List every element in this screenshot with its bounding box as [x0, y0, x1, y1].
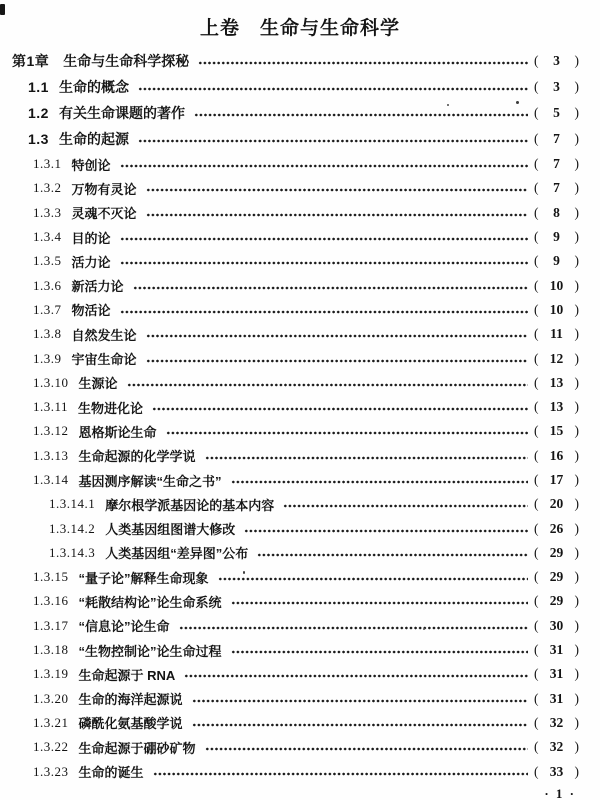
toc-entry-page	[534, 326, 579, 342]
dot-leader-icon	[166, 431, 528, 435]
dot-leader-icon	[146, 213, 528, 217]
dot-leader-icon	[138, 87, 528, 91]
close-paren: )	[574, 53, 579, 68]
toc-entry-title: “信息论”论生命	[78, 619, 170, 635]
page-number: 31	[549, 666, 564, 682]
dot-leader-icon	[198, 61, 528, 65]
dot-leader-icon	[153, 772, 528, 776]
toc-entry-number: 1.3.14.1	[49, 496, 96, 512]
toc-entry-page	[534, 423, 579, 439]
close-paren: )	[574, 79, 579, 94]
toc-entry-title: “量子论”解释生命现象	[78, 570, 209, 586]
dot-leader-icon	[231, 650, 528, 654]
toc-entry-number: 1.3.2	[33, 180, 62, 196]
close-paren: )	[574, 253, 579, 269]
toc-entry-title: 活力论	[71, 254, 111, 270]
toc-entry-page	[534, 131, 579, 147]
page-number: 20	[549, 496, 564, 512]
page-number: 30	[549, 617, 564, 633]
toc-entry-title: 生命的海洋起源说	[78, 692, 183, 708]
page-number: 33	[549, 763, 564, 779]
toc-entry-number: 1.3.22	[33, 739, 69, 755]
page-number: 31	[549, 690, 564, 706]
toc-entry-number: 1.3.17	[33, 617, 69, 633]
dot-leader-icon	[205, 456, 528, 460]
open-paren: (	[534, 544, 539, 560]
close-paren: )	[574, 666, 579, 682]
open-paren: (	[534, 496, 539, 512]
toc-entry	[12, 298, 579, 322]
open-paren: (	[534, 763, 539, 779]
toc-entry-title: 灵魂不灭论	[71, 206, 137, 222]
close-paren: )	[574, 374, 579, 390]
dot-leader-icon	[133, 286, 528, 290]
page-number: 31	[549, 642, 564, 658]
close-paren: )	[574, 180, 579, 196]
page-number: 10	[549, 277, 564, 293]
dot-leader-icon	[184, 674, 528, 678]
toc-entry-number: 1.3.16	[33, 593, 69, 609]
toc-entry	[12, 759, 579, 783]
toc-entry-title: 特创论	[71, 157, 111, 173]
toc-entry-page	[534, 691, 579, 707]
toc-entry-number: 1.3.10	[33, 374, 69, 390]
toc-entry-title: 自然发生论	[71, 327, 137, 343]
toc-entry-page	[534, 593, 579, 609]
toc-entry-page	[534, 302, 579, 318]
toc-entry	[12, 201, 579, 225]
open-paren: (	[534, 253, 539, 269]
toc-entry	[12, 419, 579, 443]
open-paren: (	[534, 714, 539, 730]
open-paren: (	[534, 131, 539, 146]
toc-entry-title: 摩尔根学派基因论的基本内容	[105, 497, 275, 513]
toc-entry-page	[534, 569, 579, 585]
toc-entry-title: 宇宙生命论	[71, 352, 137, 368]
open-paren: (	[534, 666, 539, 682]
open-paren: (	[534, 617, 539, 633]
toc-entry-page	[534, 399, 579, 415]
toc-entry-title: 磷酰化氨基酸学说	[78, 716, 183, 732]
toc-entry-page	[534, 545, 579, 561]
toc-entry-number: 1.3.14	[33, 472, 69, 487]
toc-entry-title: 生命的起源	[58, 131, 129, 147]
page-number: 29	[549, 569, 564, 585]
toc-entry-number: 1.3.14.2	[49, 520, 96, 536]
open-paren: (	[534, 156, 539, 172]
scan-artifact	[0, 4, 5, 15]
toc-entry	[12, 273, 579, 297]
close-paren: )	[574, 496, 579, 512]
page-number: 29	[549, 544, 564, 560]
open-paren: (	[534, 569, 539, 585]
toc-entry-page	[534, 715, 579, 731]
toc-entry-number: 1.3.19	[33, 666, 69, 682]
page-number: 9	[553, 253, 560, 269]
close-paren: )	[574, 642, 579, 658]
toc-entry	[12, 711, 579, 735]
toc-entry-number: 1.3.8	[33, 326, 62, 342]
toc-entry-page	[534, 205, 579, 221]
dot-leader-icon	[127, 383, 528, 387]
toc-entry	[12, 735, 579, 759]
page-number: 16	[549, 447, 564, 463]
toc-entry-number: 1.3.11	[33, 399, 69, 415]
page-number: 3	[553, 53, 560, 68]
toc-entry-page	[534, 472, 579, 488]
close-paren: )	[574, 617, 579, 633]
toc-entry-title: 有关生命课题的著作	[58, 105, 185, 121]
dot-leader-icon	[192, 699, 528, 703]
toc-entry	[12, 492, 579, 516]
open-paren: (	[534, 690, 539, 706]
toc-entry-page	[534, 666, 579, 682]
scan-artifact	[516, 101, 519, 104]
open-paren: (	[534, 593, 539, 609]
open-paren: (	[534, 326, 539, 342]
page-number: 13	[549, 374, 564, 390]
toc-entry-number: 1.3.18	[33, 642, 69, 658]
toc-entry	[12, 565, 579, 589]
toc-entry-title: 生命起源于硼砂矿物	[78, 740, 196, 756]
toc-entry-number: 1.3	[28, 131, 49, 147]
footer-page-number: · 1 ·	[544, 786, 576, 800]
dot-leader-icon	[120, 261, 528, 265]
toc-entry	[12, 687, 579, 711]
toc-entry-number: 1.3.23	[33, 763, 69, 779]
close-paren: )	[574, 569, 579, 585]
toc-entry-number: 1.3.13	[33, 447, 69, 463]
open-paren: (	[534, 447, 539, 463]
toc-entry-number: 1.3.5	[33, 253, 62, 269]
dot-leader-icon	[120, 164, 528, 168]
scan-artifact	[447, 104, 449, 106]
toc-entry-page	[534, 229, 579, 245]
toc-entry	[12, 249, 579, 273]
toc-entry-page	[534, 618, 579, 634]
close-paren: )	[574, 593, 579, 609]
close-paren: )	[574, 739, 579, 755]
page-number: 32	[549, 714, 564, 730]
dot-leader-icon	[194, 113, 528, 117]
toc-entry-number: 1.3.21	[33, 714, 69, 730]
toc-entry-page	[534, 105, 579, 121]
open-paren: (	[534, 79, 539, 94]
open-paren: (	[534, 350, 539, 366]
toc-entry	[12, 444, 579, 468]
toc-entry-title: “耗散结构论”论生命系统	[78, 594, 222, 610]
page-number: 13	[549, 399, 564, 415]
toc-entry-title: 物活论	[71, 303, 111, 319]
open-paren: (	[534, 472, 539, 487]
toc-entry-page	[534, 156, 579, 172]
toc-entry-title: 生源论	[78, 376, 118, 392]
toc-entry-number: 1.2	[28, 105, 49, 121]
toc-entry-title: 人类基因组图谱大修改	[105, 522, 236, 538]
dot-leader-icon	[146, 359, 528, 363]
close-paren: )	[574, 472, 579, 487]
toc-entry	[12, 48, 579, 74]
close-paren: )	[574, 326, 579, 342]
close-paren: )	[574, 520, 579, 536]
toc-entry-title: 生命起源的化学学说	[78, 449, 196, 465]
open-paren: (	[534, 301, 539, 317]
page-number: 7	[553, 131, 560, 146]
dot-leader-icon	[152, 407, 528, 411]
toc-entry-page	[534, 375, 579, 391]
dot-leader-icon	[244, 529, 528, 533]
close-paren: )	[574, 690, 579, 706]
close-paren: )	[574, 544, 579, 560]
page-number: 15	[549, 423, 564, 439]
toc-entry-title: 恩格斯论生命	[78, 424, 157, 440]
toc-entry-number: 1.3.9	[33, 350, 62, 366]
open-paren: (	[534, 642, 539, 658]
open-paren: (	[534, 423, 539, 439]
toc-entry-title: 目的论	[71, 230, 111, 246]
close-paren: )	[574, 301, 579, 317]
toc-entry	[12, 589, 579, 613]
dot-leader-icon	[146, 188, 528, 192]
toc-entry	[12, 322, 579, 346]
page-number: 11	[550, 326, 563, 342]
page-number: 7	[553, 180, 560, 196]
toc-entry-number: 1.3.15	[33, 569, 69, 585]
toc-entry	[12, 662, 579, 686]
toc-entry-page	[534, 53, 579, 69]
page-number: 9	[553, 229, 560, 245]
open-paren: (	[534, 739, 539, 755]
scan-artifact	[243, 571, 245, 574]
dot-leader-icon	[218, 577, 528, 581]
toc-entry	[12, 346, 579, 370]
open-paren: (	[534, 277, 539, 293]
dot-leader-icon	[138, 139, 528, 143]
toc-entry	[12, 176, 579, 200]
dot-leader-icon	[120, 237, 528, 241]
close-paren: )	[574, 277, 579, 293]
toc-entry	[12, 468, 579, 492]
toc-entry-title: “生物控制论”论生命过程	[78, 643, 222, 659]
toc-entry-title: 新活力论	[71, 279, 124, 295]
toc-entry	[12, 614, 579, 638]
dot-leader-icon	[283, 504, 528, 508]
open-paren: (	[534, 229, 539, 245]
close-paren: )	[574, 204, 579, 220]
toc-entry-title: 万物有灵论	[71, 181, 137, 197]
close-paren: )	[574, 229, 579, 245]
page-number: 17	[549, 472, 564, 487]
toc-entry-page	[534, 764, 579, 780]
toc-entry-page	[534, 253, 579, 269]
toc-entry-page	[534, 521, 579, 537]
toc-entry-page	[534, 642, 579, 658]
toc-entry	[12, 100, 579, 126]
toc-entry-number: 第1章	[12, 53, 50, 69]
open-paren: (	[534, 399, 539, 415]
toc-entry-number: 1.3.12	[33, 423, 69, 439]
toc-entry-number: 1.1	[28, 79, 49, 95]
dot-leader-icon	[205, 747, 528, 751]
dot-leader-icon	[179, 626, 528, 630]
toc-entry-number: 1.3.6	[33, 277, 62, 293]
page-number: 7	[553, 156, 560, 172]
toc-entry	[12, 371, 579, 395]
toc-entry-title: 基因测序解读“生命之书”	[78, 473, 222, 489]
page-number: 32	[549, 739, 564, 755]
toc-entry	[12, 126, 579, 152]
toc-entry-title: 人类基因组“差异图”公布	[105, 546, 249, 562]
toc-entry-page	[534, 351, 579, 367]
open-paren: (	[534, 105, 539, 120]
toc-entry-title: 生命的概念	[58, 79, 129, 95]
toc-entry	[12, 516, 579, 540]
toc-entry	[12, 152, 579, 176]
toc-entry-title: 生命与生命科学探秘	[63, 53, 190, 69]
toc-entry-title: 生命起源于 RNA	[78, 667, 176, 683]
toc-entry	[12, 225, 579, 249]
toc-entry-number: 1.3.3	[33, 204, 62, 220]
toc-entry-number: 1.3.7	[33, 301, 62, 317]
page-number: 29	[549, 593, 564, 609]
toc-entry	[12, 541, 579, 565]
page-number: 8	[553, 204, 560, 220]
close-paren: )	[574, 447, 579, 463]
close-paren: )	[574, 350, 579, 366]
page-number: 5	[553, 105, 560, 120]
toc-entry-page	[534, 79, 579, 95]
open-paren: (	[534, 374, 539, 390]
dot-leader-icon	[231, 601, 528, 605]
page-number: 10	[549, 301, 564, 317]
toc-entry-number: 1.3.14.3	[49, 544, 96, 560]
close-paren: )	[574, 399, 579, 415]
dot-leader-icon	[146, 334, 528, 338]
toc-entry-title: 生物进化论	[78, 400, 144, 416]
close-paren: )	[574, 156, 579, 172]
open-paren: (	[534, 520, 539, 536]
close-paren: )	[574, 763, 579, 779]
toc-entry-page	[534, 739, 579, 755]
toc-entry	[12, 74, 579, 100]
page-title: 上卷 生命与生命科学	[199, 18, 400, 39]
toc-entry-number: 1.3.20	[33, 690, 69, 706]
dot-leader-icon	[231, 480, 528, 484]
close-paren: )	[574, 105, 579, 120]
toc-entry-number: 1.3.1	[33, 156, 62, 172]
scan-artifact	[423, 628, 425, 630]
toc-entry-page	[534, 496, 579, 512]
page-number: 12	[549, 350, 564, 366]
toc-entry-page	[534, 180, 579, 196]
close-paren: )	[574, 131, 579, 146]
toc-list	[12, 48, 579, 784]
toc-entry	[12, 395, 579, 419]
page-number: 3	[553, 79, 560, 94]
dot-leader-icon	[120, 310, 528, 314]
open-paren: (	[534, 204, 539, 220]
close-paren: )	[574, 714, 579, 730]
close-paren: )	[574, 423, 579, 439]
dot-leader-icon	[192, 723, 528, 727]
open-paren: (	[534, 180, 539, 196]
toc-entry-number: 1.3.4	[33, 229, 62, 245]
toc-entry-page	[534, 448, 579, 464]
dot-leader-icon	[257, 553, 528, 557]
page-number: 26	[549, 520, 564, 536]
open-paren: (	[534, 53, 539, 68]
toc-entry-page	[534, 278, 579, 294]
toc-entry-title: 生命的诞生	[78, 765, 144, 781]
toc-entry	[12, 638, 579, 662]
